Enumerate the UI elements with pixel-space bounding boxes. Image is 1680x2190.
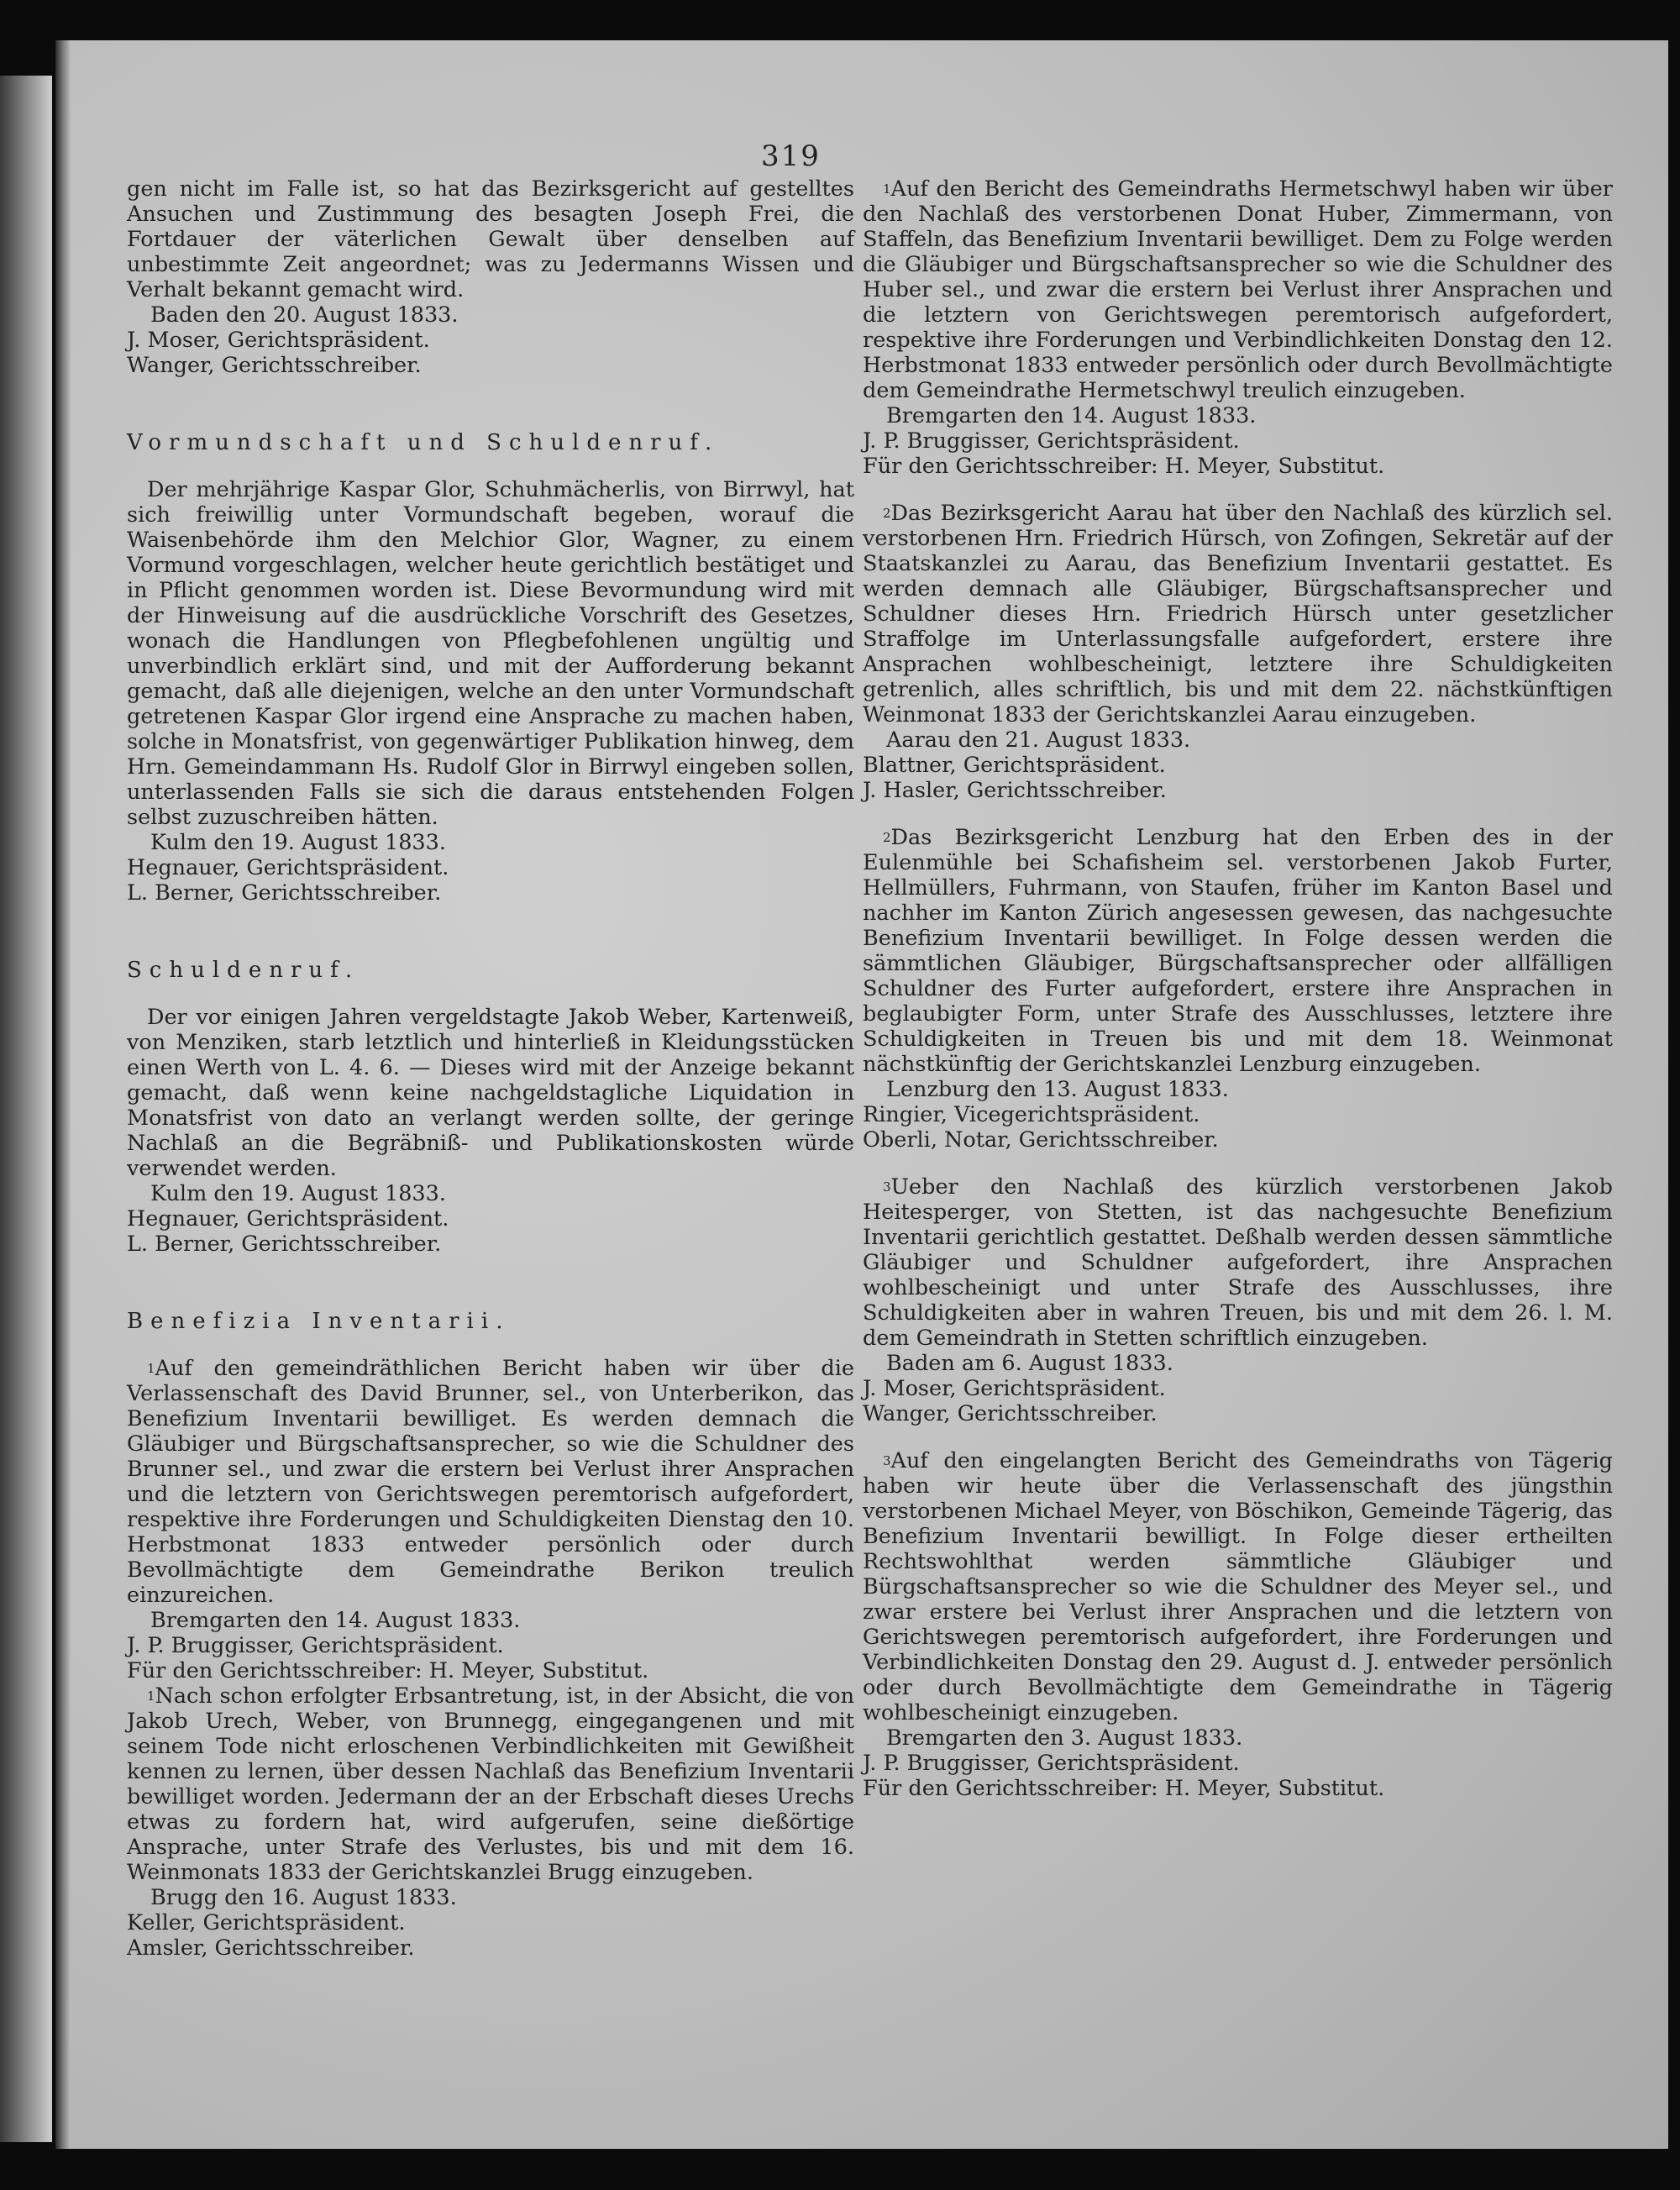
notice-text: $^1$Auf den Bericht des Gemeindraths Hermetschwyl haben wir über den Nachlaß des verstorbenen Donat Huber, Zimmermann, von Staffeln, das Benefizium Inventarii bewilliget. Dem zu Folge werden die Gläubiger und Bürgschaftsansprecher so wie die Schuldner des Huber sel., und zwar die erstern bei Verlust ihrer Ansprachen und die letztern von Gerichtswegen peremtorisch aufgefordert, respektive ihre Forderungen und Verbindlichkeiten Donstag den 12. Herbstmonat 1833 entweder persönlich oder durch Bevollmächtigte dem Gemeindrathe Hermetschwyl treulich einzugeben. [863,176,1613,403]
notice-signature: Keller, Gerichtspräsident. [127,1910,406,1935]
notice-signature: J. Moser, Gerichtspräsident. [863,1376,1166,1401]
previous-page-edge [0,76,52,2142]
notice-signature: L. Berner, Gerichtsschreiber. [127,1232,442,1257]
notice-signature: J. P. Bruggisser, Gerichtspräsident. [863,428,1240,454]
notice-text: $^3$Ueber den Nachlaß des kürzlich verstorbenen Jakob Heitesperger, von Stetten, ist das nachgesuchte Benefizium Inventarii gerichtlich gestattet. Deßhalb werden dessen sämmtliche Gläubiger und Schuldner aufgefordert, ihre Ansprachen wohlbescheinigt und unter Strafe des Ausschlusses, ihre Schuldigkeiten aber in wahren Treuen, bis und mit dem 26. l. M. dem Gemeindrath in Stetten schriftlich einzugeben. [863,1174,1613,1351]
section-heading-benefizia: Benefizia Inventarii. [127,1309,511,1334]
notice-signature: J. Hasler, Gerichtsschreiber. [863,778,1167,803]
notice-signature: Wanger, Gerichtsschreiber. [863,1401,1158,1426]
notice-place-date: Baden den 20. August 1833. [150,302,459,328]
page-gutter [55,40,71,2149]
notice-place-date: Bremgarten den 14. August 1833. [150,1608,521,1633]
notice-signature: Amsler, Gerichtsschreiber. [127,1935,415,1961]
newspaper-page [55,40,1668,2149]
notice-signature: J. P. Bruggisser, Gerichtspräsident. [127,1633,504,1658]
notice-text: $^1$Auf den gemeindräthlichen Bericht haben wir über die Verlassenschaft des David Brunner, sel., von Unterberikon, das Benefizium Inventarii bewilliget. Es werden demnach die Gläubiger und Bürgschaftsansprecher, so wie die Schuldner des Brunner sel., und zwar die erstern bei Verlust ihrer Ansprachen und die letztern von Gerichtswegen peremtorisch aufgefordert, respektive ihre Forderungen und Schuldigkeiten Dienstag den 10. Herbstmonat 1833 entweder persönlich oder durch Bevollmächtigte dem Gemeindrathe Berikon treulich einzureichen. [127,1356,854,1608]
notice-place-date: Kulm den 19. August 1833. [150,830,446,855]
section-heading-schuldenruf: Schuldenruf. [127,958,360,983]
notice-place-date: Lenzburg den 13. August 1833. [886,1077,1229,1102]
notice-place-date: Brugg den 16. August 1833. [150,1885,457,1910]
footnote-mark: 2 [883,506,891,521]
notice-signature: Hegnauer, Gerichtspräsident. [127,855,449,880]
footnote-mark: 2 [883,830,891,845]
notice-signature: Hegnauer, Gerichtspräsident. [127,1206,449,1232]
footnote-mark: 3 [883,1179,891,1195]
left-column [127,176,854,1961]
notice-place-date: Baden am 6. August 1833. [886,1351,1173,1376]
notice-signature: L. Berner, Gerichtsschreiber. [127,880,442,906]
footnote-mark: 1 [147,1688,155,1704]
notice-text: $^2$Das Bezirksgericht Aarau hat über den Nachlaß des kürzlich sel. verstorbenen Hrn. Friedrich Hürsch, von Zofingen, Sekretär auf der Staatskanzlei zu Aarau, das Benefizium Inventarii gestattet. Es werden demnach alle Gläubiger, Bürgschaftsansprecher und Schuldner dieses Hrn. Friedrich Hürsch unter gesetzlicher Straffolge im Unterlassungsfalle aufgefordert, erstere ihre Ansprachen wohlbescheinigt, letztere ihre Schuldigkeiten getrenlich, alles schriftlich, bis und mit dem 22. nächstkünftigen Weinmonat 1833 der Gerichtskanzlei Aarau einzugeben. [863,501,1613,727]
notice-text: $^1$Nach schon erfolgter Erbsantretung, ist, in der Absicht, die von Jakob Urech, Weber, von Brunnegg, eingegangenen und mit seinem Tode nicht erloschenen Verbindlichkeiten mit Gewißheit kennen zu lernen, über dessen Nachlaß das Benefizium Inventarii bewilliget worden. Jedermann der an der Erbschaft dieses Urechs etwas zu fordern hat, wird aufgerufen, seine dießörtige Ansprache, unter Strafe des Verlustes, bis und mit dem 16. Weinmonats 1833 der Gerichtskanzlei Brugg einzugeben. [127,1683,854,1885]
notice-signature: Für den Gerichtsschreiber: H. Meyer, Substitut. [863,454,1385,479]
notice-signature: Für den Gerichtsschreiber: H. Meyer, Substitut. [863,1776,1385,1801]
notice-text: $^2$Das Bezirksgericht Lenzburg hat den Erben des in der Eulenmühle bei Schafisheim sel. verstorbenen Jakob Furter, Hellmüllers, Fuhrmann, von Staufen, früher im Kanton Basel und nachher im Kanton Zürich angesessen gewesen, das nachgesuchte Benefizium Inventarii bewilliget. In Folge dessen werden die sämmtlichen Gläubiger, Bürgschaftsansprecher oder allfälligen Schuldner des Furter aufgefordert, erstere ihre Ansprachen in beglaubigter Form, unter Strafe des Ausschlusses, letztere ihre Schuldigkeiten in Treuen bis und mit dem 18. Weinmonat nächstkünftig der Gerichtskanzlei Lenzburg einzugeben. [863,825,1613,1077]
notice-text: Der mehrjährige Kaspar Glor, Schuhmächerlis, von Birrwyl, hat sich freiwillig unter Vormundschaft begeben, worauf die Waisenbehörde ihm den Melchior Glor, Wagner, zu einem Vormund vorgeschlagen, welcher heute gerichtlich bestätiget und in Pflicht genommen worden ist. Diese Bevormundung wird mit der Hinweisung auf die ausdrückliche Vorschrift des Gesetzes, wonach die Handlungen von Pflegbefohlenen ungültig und unverbindlich erklärt sind, und mit der Aufforderung bekannt gemacht, daß alle diejenigen, welche an den unter Vormundschaft getretenen Kaspar Glor irgend eine Ansprache zu machen haben, solche in Monatsfrist, von gegenwärtiger Publikation hinweg, dem Hrn. Gemeindammann Hs. Rudolf Glor in Birrwyl eingeben sollen, unterlassenden Falls sie sich die daraus entstehenden Folgen selbst zuzuschreiben hätten. [127,477,854,830]
continued-notice-text: gen nicht im Falle ist, so hat das Bezirksgericht auf gestelltes Ansuchen und Zustimmung des besagten Joseph Frei, die Fortdauer der väterlichen Gewalt über denselben auf unbestimmte Zeit angeordnet; was zu Jedermanns Wissen und Verhalt bekannt gemacht wird. [127,176,854,302]
footnote-mark: 1 [883,181,891,197]
notice-signature: Wanger, Gerichtsschreiber. [127,353,422,378]
notice-signature: Für den Gerichtsschreiber: H. Meyer, Substitut. [127,1658,649,1683]
section-heading-vormundschaft: Vormundschaft und Schuldenruf. [127,430,720,455]
right-column [863,176,1613,1801]
notice-signature: Blattner, Gerichtspräsident. [863,753,1166,778]
notice-place-date: Kulm den 19. August 1833. [150,1181,446,1206]
notice-signature: J. Moser, Gerichtspräsident. [127,328,430,353]
notice-place-date: Bremgarten den 14. August 1833. [886,403,1257,428]
notice-signature: Oberli, Notar, Gerichtsschreiber. [863,1127,1219,1153]
page-number: 319 [761,139,821,173]
notice-place-date: Bremgarten den 3. August 1833. [886,1725,1243,1751]
footnote-mark: 3 [883,1453,891,1468]
notice-signature: J. P. Bruggisser, Gerichtspräsident. [863,1751,1240,1776]
footnote-mark: 1 [147,1361,155,1376]
notice-place-date: Aarau den 21. August 1833. [886,727,1191,753]
notice-signature: Ringier, Vicegerichtspräsident. [863,1102,1200,1127]
notice-text: $^3$Auf den eingelangten Bericht des Gemeindraths von Tägerig haben wir heute über die Verlassenschaft des jüngsthin verstorbenen Michael Meyer, von Böschikon, Gemeinde Tägerig, das Benefizium Inventarii bewilligt. In Folge dieser ertheilten Rechtswohlthat werden sämmtliche Gläubiger und Bürgschaftsansprecher so wie die Schuldner des Meyer sel., und zwar erstere bei Verlust ihrer Ansprachen und die letztern von Gerichtswegen peremtorisch aufgefordert, ihre Forderungen und Verbindlichkeiten Donstag den 29. August d. J. entweder persönlich oder durch Bevollmächtigte dem Gemeindrathe in Tägerig wohlbescheinigt einzugeben. [863,1448,1613,1725]
notice-text: Der vor einigen Jahren vergeldstagte Jakob Weber, Kartenweiß, von Menziken, starb letztlich und hinterließ in Kleidungsstücken einen Werth von L. 4. 6. — Dieses wird mit der Anzeige bekannt gemacht, daß wenn keine nachgeldstagliche Liquidation in Monatsfrist von dato an verlangt werden sollte, der geringe Nachlaß an die Begräbniß- und Publikationskosten würde verwendet werden. [127,1005,854,1181]
